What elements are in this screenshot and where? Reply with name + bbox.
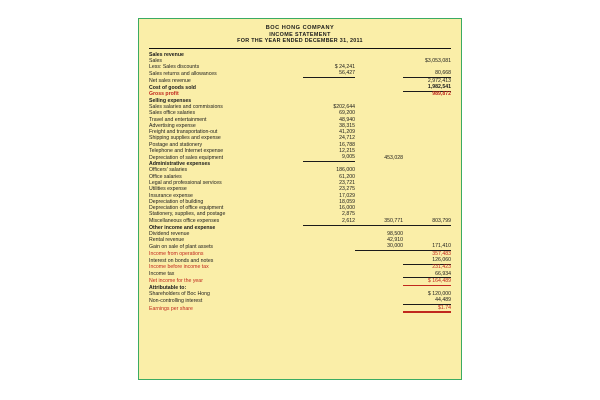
row-amount-c1: 16,000: [339, 205, 355, 212]
row-amount-c1: [303, 78, 355, 85]
row-label: Advertising expense: [149, 122, 196, 129]
row-amount-c1: 16,788: [339, 141, 355, 148]
row-label: Legal and professional services: [149, 179, 222, 186]
row-amount-c3: 126,060: [403, 258, 451, 265]
row-amount-c3: [403, 155, 451, 162]
row-label: Utilities expense: [149, 186, 187, 193]
row-amount-c1: [303, 271, 355, 278]
statement-row: [149, 258, 451, 265]
row-amount-c1: 69,200: [339, 110, 355, 117]
row-label: Attributable to:: [149, 284, 187, 291]
row-amount-c1: 9,005: [303, 155, 355, 162]
row-label: Gross profit: [149, 91, 179, 98]
row-amount-c1: 18,059: [339, 198, 355, 205]
row-amount-c1: 186,000: [336, 167, 355, 174]
row-label: Income tax: [149, 271, 175, 278]
row-amount-c3: 2,972,413: [427, 77, 451, 84]
statement-row: [149, 271, 451, 278]
statement-title: INCOME STATEMENT: [269, 31, 331, 38]
row-amount-c1: [303, 298, 355, 305]
row-amount-c3: $3,053,081: [425, 57, 451, 64]
row-amount-c3: $ 120,000: [427, 291, 451, 298]
row-amount-c1: 12,215: [339, 148, 355, 154]
row-amount-c1: [303, 251, 355, 258]
row-label: Net income for the year: [149, 278, 203, 285]
row-amount-c2: [355, 278, 403, 285]
row-amount-c2: 350,771: [355, 218, 403, 225]
company-name: BOC HONG COMPANY: [265, 25, 335, 31]
header-divider: [149, 48, 451, 49]
row-amount-c1: [303, 244, 355, 251]
row-amount-c1: [303, 264, 355, 271]
row-label: Depreciation of building: [149, 198, 204, 205]
row-label: Shipping supplies and expense: [149, 135, 221, 142]
row-label: Income before income tax: [149, 264, 209, 271]
row-amount-c2: [355, 264, 403, 271]
row-label: Selling expenses: [149, 97, 192, 104]
row-label: Depreciation of sales equipment: [149, 154, 224, 161]
row-amount-c1: 61,200: [339, 173, 355, 180]
statement-header: [149, 25, 451, 45]
row-label: Freight and transportation-out: [149, 129, 218, 136]
row-amount-c2: [355, 71, 403, 78]
statement-period: FOR THE YEAR ENDED DECEMBER 31, 2011: [237, 38, 363, 45]
row-amount-c1: [303, 84, 355, 91]
row-amount-c2: [355, 78, 403, 85]
row-amount-c3: $ 164,489: [403, 278, 451, 285]
row-amount-c1: 24,712: [339, 135, 355, 142]
row-label: Office salaries: [149, 173, 182, 180]
row-label: Sales: [149, 57, 162, 64]
statement-row: [149, 218, 451, 225]
row-amount-c3: $1.74: [403, 305, 451, 313]
row-amount-c2: [355, 298, 403, 305]
row-label: Other income and expense: [149, 224, 216, 231]
income-statement-sheet: [138, 18, 462, 380]
row-amount-c1: 23,721: [339, 179, 355, 186]
row-label: Sales office salaries: [149, 110, 196, 117]
row-label: Travel and entertainment: [149, 116, 207, 123]
row-label: Shareholders of Boc Hong: [149, 291, 210, 298]
row-amount-c1: 2,875: [342, 211, 355, 218]
row-amount-c1: [303, 305, 355, 313]
row-amount-c1: [303, 91, 355, 98]
row-label: Earnings per share: [149, 305, 193, 312]
row-amount-c3: 171,410: [403, 244, 451, 251]
statement-row: [149, 278, 451, 285]
row-label: Miscellaneous office expenses: [149, 218, 220, 225]
row-amount-c1: [303, 258, 355, 265]
row-label: Net sales revenue: [149, 77, 191, 84]
row-amount-c1: 48,940: [339, 116, 355, 123]
row-amount-c2: 453,028: [384, 154, 403, 161]
row-label: Income from operations: [149, 250, 204, 257]
row-label: Gain on sale of plant assets: [149, 243, 214, 250]
row-amount-c1: $202,644: [333, 103, 355, 110]
row-amount-c1: [303, 278, 355, 285]
statement-row: [149, 78, 451, 85]
statement-row: [149, 84, 451, 91]
row-label: Sales salaries and commissions: [149, 103, 223, 110]
row-amount-c2: [355, 305, 403, 313]
statement-row: [149, 264, 451, 271]
row-label: Rental revenue: [149, 237, 185, 244]
row-label: Administrative expenses: [149, 161, 211, 168]
row-amount-c2: [355, 258, 403, 265]
statement-row: [149, 91, 451, 98]
row-label: Insurance expense: [149, 192, 193, 199]
row-amount-c1: 17,029: [339, 192, 355, 199]
row-amount-c2: [355, 84, 403, 91]
statement-row: [149, 244, 451, 251]
row-amount-c2: 42,910: [387, 237, 403, 244]
row-amount-c3: 1,982,541: [403, 84, 451, 91]
row-label: Depreciation of office equipment: [149, 205, 224, 212]
row-amount-c1: 2,612: [303, 218, 355, 225]
row-amount-c2: 30,000: [355, 244, 403, 251]
row-label: Postage and stationery: [149, 141, 203, 148]
row-label: Non-controlling interest: [149, 297, 203, 304]
row-amount-c2: [355, 91, 403, 98]
row-label: Officers' salaries: [149, 167, 188, 174]
row-amount-c3: 231,423: [432, 264, 451, 271]
row-amount-c1: 38,315: [339, 122, 355, 129]
row-amount-c2: [355, 251, 403, 258]
row-amount-c1: 23,275: [339, 186, 355, 193]
row-amount-c1: $ 24,241: [334, 64, 355, 71]
row-label: Less: Sales discounts: [149, 64, 200, 71]
row-amount-c3: 989,872: [432, 91, 451, 98]
income-statement-table: [149, 52, 451, 313]
row-amount-c3: 803,799: [403, 218, 451, 225]
row-label: Sales revenue: [149, 51, 184, 58]
row-amount-c3: 80,668: [403, 71, 451, 78]
statement-row: [149, 251, 451, 258]
row-label: Stationery, supplies, and postage: [149, 211, 226, 218]
row-amount-c2: 98,500: [387, 230, 403, 237]
statement-row: [149, 298, 451, 305]
statement-row: [149, 305, 451, 313]
row-label: Telephone and Internet expense: [149, 148, 224, 154]
row-amount-c1: 56,427: [303, 71, 355, 78]
row-label: Dividend revenue: [149, 230, 190, 237]
row-label: Cost of goods sold: [149, 84, 196, 91]
row-amount-c2: [355, 271, 403, 278]
row-amount-c3: 44,489: [403, 298, 451, 305]
statement-row: [149, 71, 451, 78]
row-label: Sales returns and allowances: [149, 70, 217, 77]
row-label: Interest on bonds and notes: [149, 257, 214, 264]
row-amount-c3: 357,483: [432, 250, 451, 257]
row-amount-c3: 66,934: [403, 271, 451, 278]
row-amount-c1: 41,209: [339, 129, 355, 136]
